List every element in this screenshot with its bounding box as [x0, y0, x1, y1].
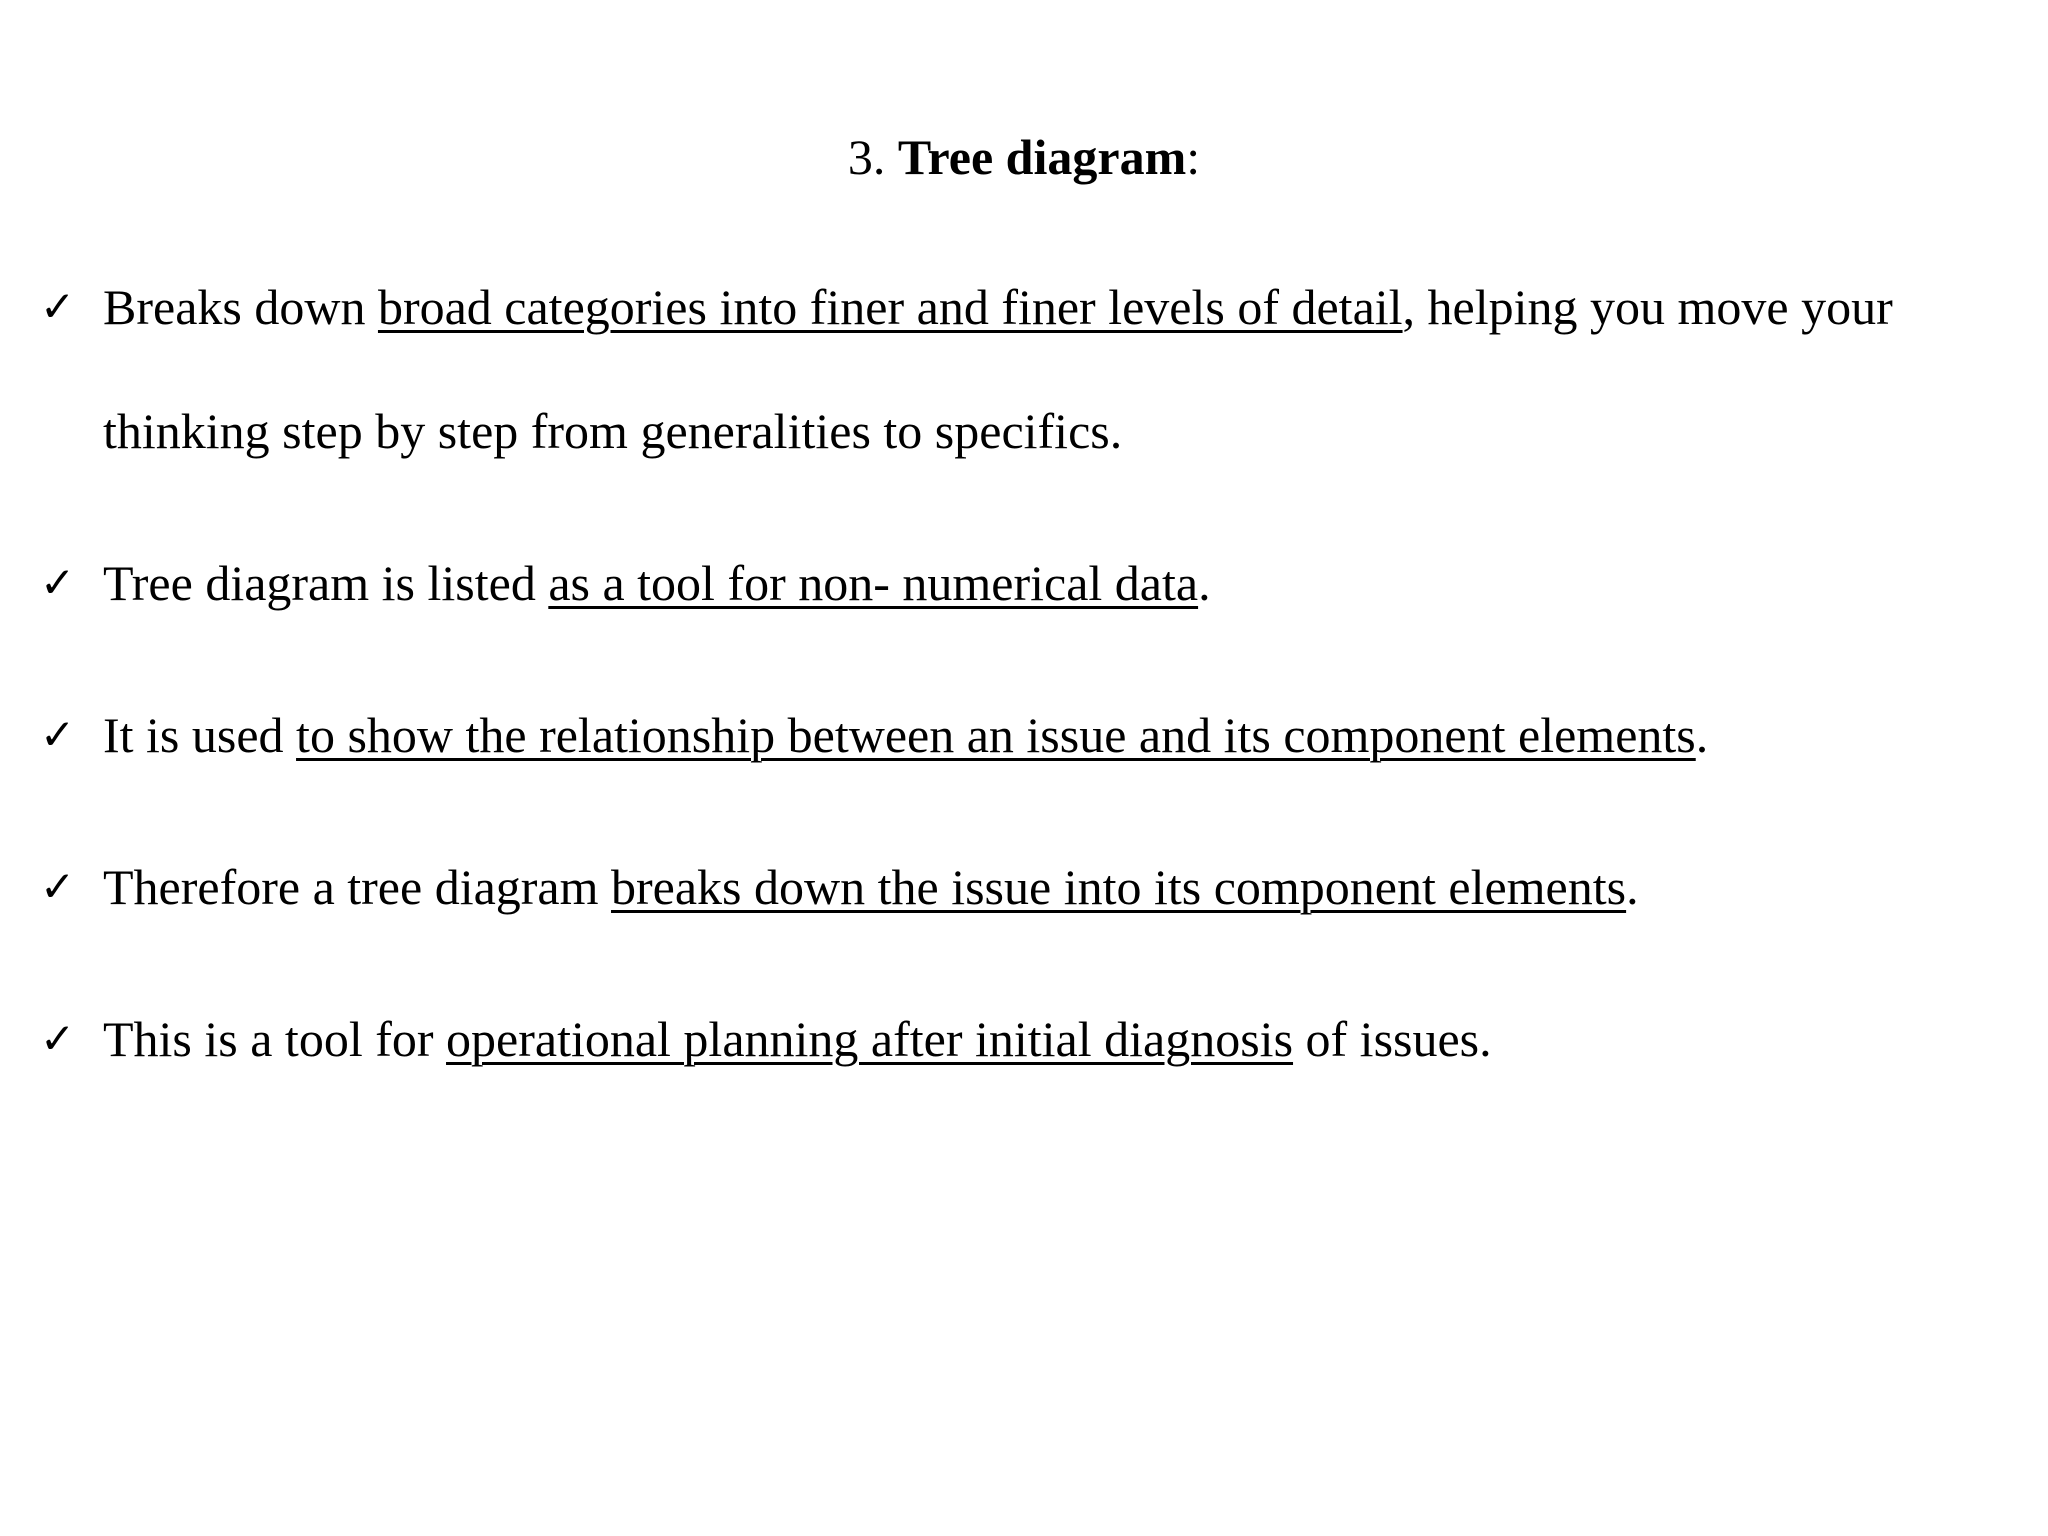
- checkmark-icon: ✓: [40, 862, 76, 911]
- bullet-continuation: thinking step by step from generalities to specifics.: [103, 403, 1123, 459]
- bullet-text-underlined: operational planning after initial diagnosis: [446, 1011, 1294, 1067]
- bullet-text-plain: .: [1198, 555, 1211, 611]
- bullet-text-plain: Therefore a tree diagram: [103, 859, 612, 915]
- bullet-text-underlined: to show the relationship between an issue and its component elements: [296, 707, 1696, 763]
- bullet-text-plain: Breaks down: [103, 279, 378, 335]
- checkmark-icon: ✓: [40, 710, 76, 759]
- title-number: 3.: [847, 129, 886, 185]
- bullet-text-plain: It is used: [103, 707, 297, 763]
- title-colon: :: [1186, 129, 1201, 185]
- bullet-text-plain: .: [1626, 859, 1639, 915]
- bullet-text-plain: , helping you move your: [1402, 279, 1893, 335]
- bullet-text-plain: .: [1695, 707, 1709, 763]
- bullet-text: [103, 852, 1998, 922]
- bullet-text-plain: of issues.: [1293, 1011, 1492, 1067]
- bullet-text-plain: Tree diagram is listed: [103, 555, 549, 611]
- bullet-text: [103, 700, 1998, 770]
- checkmark-icon: ✓: [40, 1014, 76, 1063]
- title-text: Tree diagram: [897, 129, 1187, 185]
- bullet-text-underlined: breaks down the issue into its component elements: [611, 859, 1627, 915]
- bullet-text-underlined: broad categories into finer and finer levels of detail: [377, 279, 1403, 335]
- checkmark-icon: ✓: [40, 558, 76, 607]
- checkmark-icon: ✓: [40, 282, 76, 331]
- bullet-text: [103, 1004, 1998, 1074]
- bullet-text: [103, 548, 1998, 618]
- bullet-text-plain: This is a tool for: [103, 1011, 447, 1067]
- bullet-text: [103, 272, 1998, 466]
- bullet-text-underlined: as a tool for non- numerical data: [548, 555, 1199, 611]
